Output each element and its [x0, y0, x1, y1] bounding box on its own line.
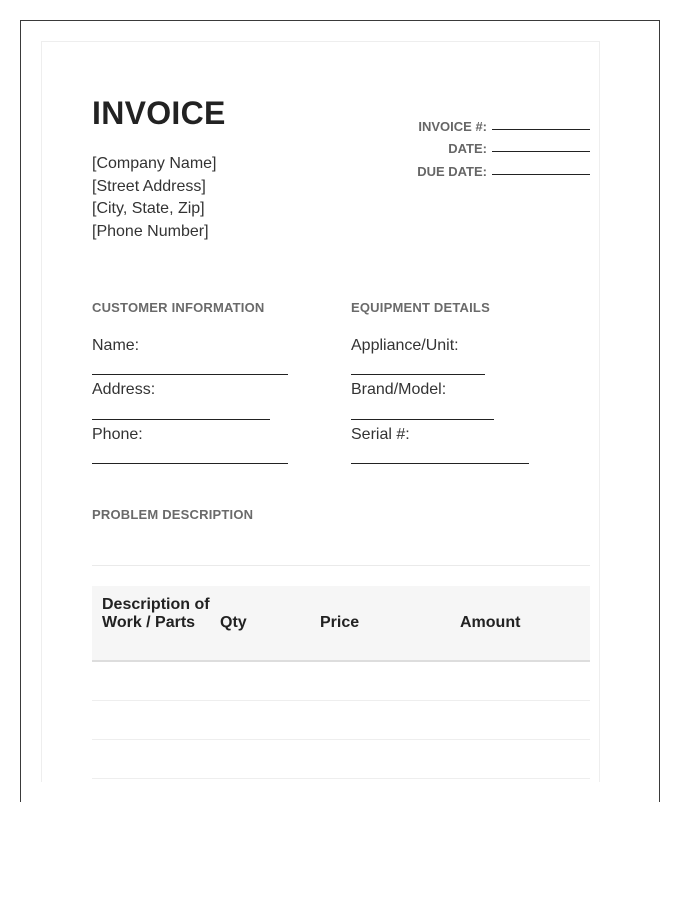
- serial-label: Serial #:: [351, 426, 410, 443]
- due-date-row: [380, 156, 590, 179]
- column-price: Price: [320, 614, 360, 631]
- invoice-number-field[interactable]: [492, 128, 590, 130]
- date-field[interactable]: [492, 150, 590, 152]
- table-row[interactable]: [92, 739, 590, 740]
- problem-description-field[interactable]: [92, 565, 590, 566]
- due-date-field[interactable]: [492, 173, 590, 175]
- appliance-field[interactable]: [351, 374, 485, 375]
- company-block: [92, 153, 217, 243]
- invoice-number-row: [380, 111, 590, 134]
- problem-description-heading: PROBLEM DESCRIPTION: [92, 507, 254, 522]
- column-description: Description of Work / Parts: [102, 596, 210, 631]
- table-row[interactable]: [92, 700, 590, 701]
- company-phone: [Phone Number]: [92, 222, 209, 240]
- customer-name-field[interactable]: [92, 374, 288, 375]
- date-row: [380, 134, 590, 157]
- customer-address-label: Address:: [92, 381, 156, 398]
- customer-address-field[interactable]: [92, 419, 270, 420]
- customer-phone-label: Phone:: [92, 426, 143, 443]
- company-city: [City, State, Zip]: [92, 200, 205, 217]
- customer-phone-field[interactable]: [92, 463, 288, 464]
- due-date-label: DUE DATE:: [417, 163, 487, 179]
- appliance-label: Appliance/Unit:: [351, 337, 459, 354]
- column-qty: Qty: [220, 614, 247, 631]
- company-name: [Company Name]: [92, 155, 217, 172]
- invoice-meta: [380, 111, 590, 179]
- brand-model-field[interactable]: [351, 419, 494, 420]
- company-street: [Street Address]: [92, 177, 206, 195]
- equipment-details-heading: EQUIPMENT DETAILS: [351, 300, 490, 315]
- column-amount: Amount: [460, 614, 521, 631]
- customer-name-label: Name:: [92, 337, 140, 354]
- customer-info-heading: CUSTOMER INFORMATION: [92, 300, 265, 315]
- serial-field[interactable]: [351, 463, 529, 464]
- brand-model-label: Brand/Model:: [351, 381, 447, 398]
- table-row[interactable]: [92, 778, 590, 779]
- invoice-number-label: INVOICE #:: [418, 118, 487, 134]
- invoice-title: INVOICE: [92, 95, 226, 131]
- line-items-header: [92, 586, 590, 662]
- date-label: DATE:: [448, 141, 487, 156]
